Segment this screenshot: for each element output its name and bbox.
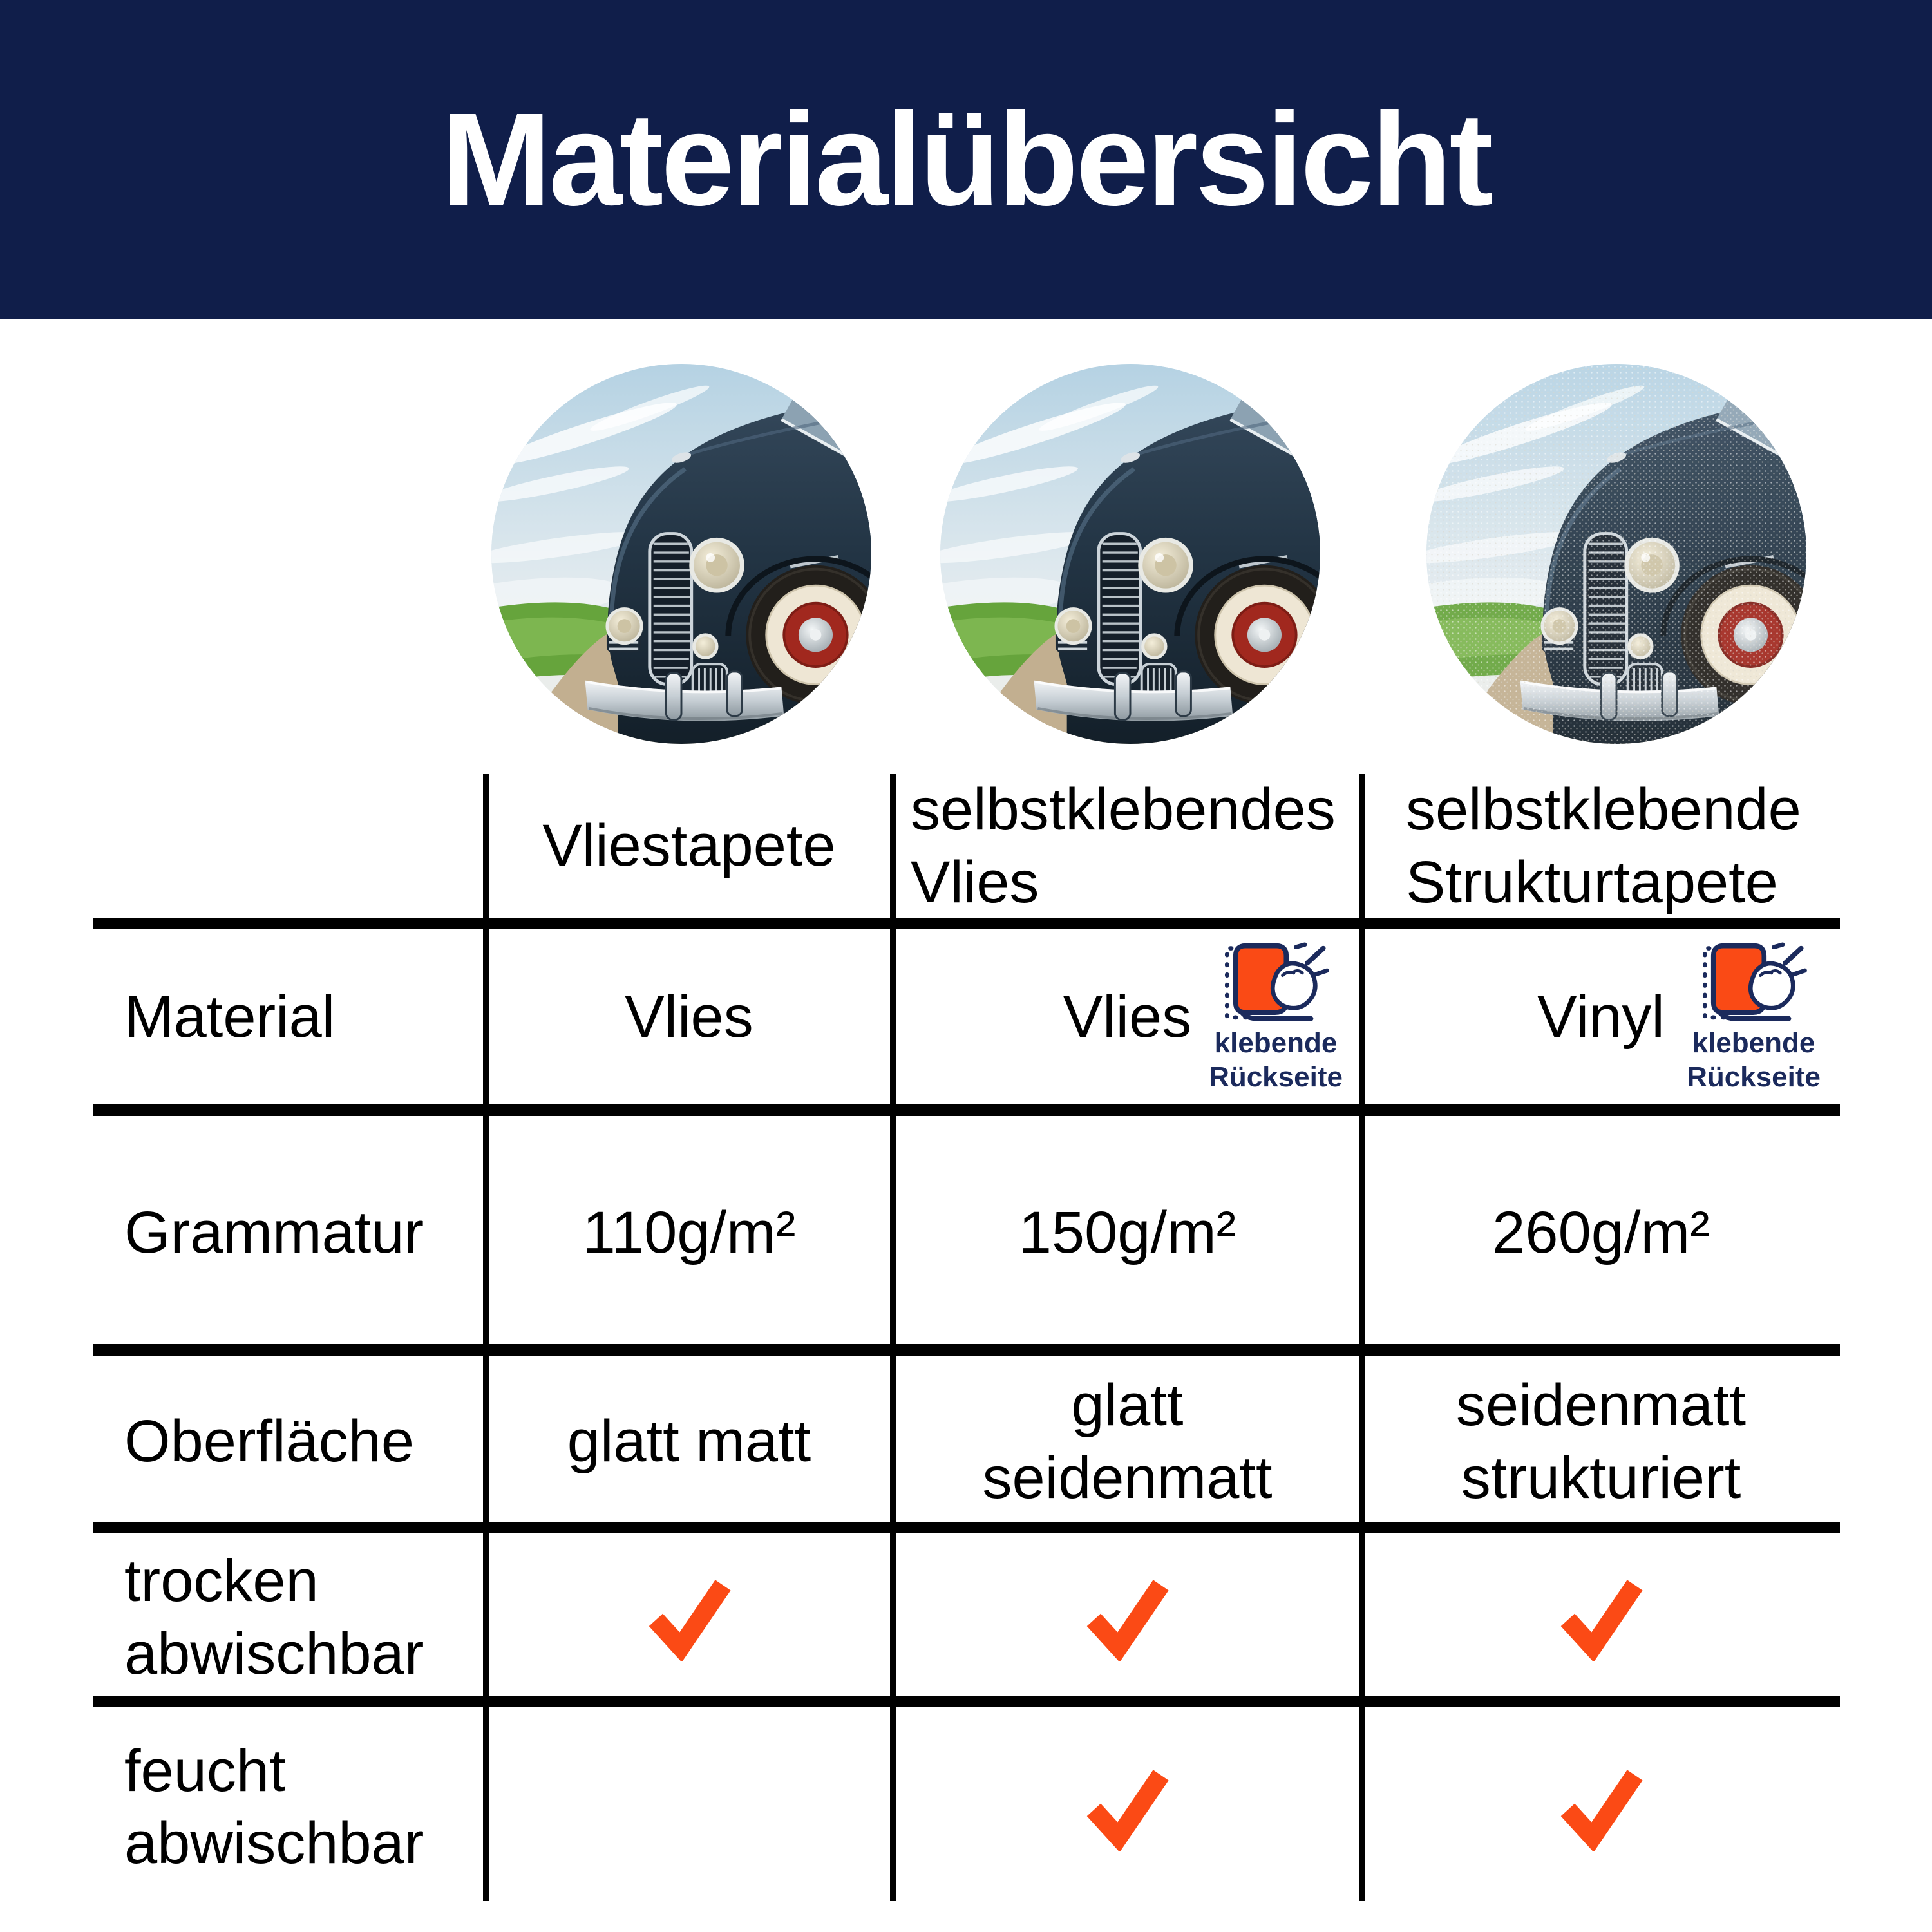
cell-grammatur-2: 150g/m²	[1018, 1200, 1236, 1266]
table-horizontal-line-2	[93, 1104, 1840, 1116]
check-icon	[1558, 1764, 1645, 1851]
column-header-vliestapete: Vliestapete	[542, 813, 836, 879]
cell-oberflaeche-3: seidenmatt strukturiert	[1455, 1372, 1747, 1511]
cell-material-3: Vinyl klebende Rückseite	[1362, 929, 1840, 1104]
cell-material-2: Vlies klebende Rückseite	[893, 929, 1362, 1104]
title-bar	[0, 0, 1932, 319]
page-title: Materialübersicht	[441, 85, 1491, 233]
cell-trocken-1	[486, 1539, 893, 1696]
check-icon	[1084, 1574, 1171, 1661]
product-photo-vliestapete	[491, 364, 871, 744]
check-icon	[646, 1574, 733, 1661]
adhesive-back-badge	[1687, 939, 1821, 1095]
check-icon	[1558, 1574, 1645, 1661]
product-photo-selbstklebendes-vlies	[940, 364, 1320, 744]
adhesive-back-badge	[1209, 939, 1343, 1095]
adhesive-back-label: klebende Rückseite	[1209, 1027, 1343, 1093]
adhesive-back-label: klebende Rückseite	[1687, 1027, 1821, 1093]
row-label-material: Material	[124, 983, 336, 1050]
product-photo-strukturtapete	[1426, 364, 1806, 744]
table-horizontal-line-5	[93, 1696, 1840, 1707]
cell-material-1: Vlies	[625, 983, 753, 1050]
table-horizontal-line-3	[93, 1344, 1840, 1356]
column-header-selbstklebendes-vlies: selbstklebendes Vlies	[911, 777, 1336, 915]
cell-trocken-3	[1362, 1539, 1840, 1696]
row-label-grammatur: Grammatur	[124, 1200, 424, 1266]
peel-hand-icon	[1695, 939, 1812, 1027]
row-label-trocken-abwischbar: trocken abwischbar	[124, 1548, 424, 1687]
column-header-strukturtapete: selbstklebende Strukturtapete	[1406, 777, 1801, 915]
cell-feucht-3	[1362, 1713, 1840, 1901]
check-icon	[1084, 1764, 1171, 1851]
cell-grammatur-1: 110g/m²	[582, 1200, 796, 1266]
vintage-car-image	[491, 364, 871, 744]
cell-grammatur-3: 260g/m²	[1492, 1200, 1710, 1266]
cell-feucht-2	[893, 1713, 1362, 1901]
table-horizontal-line-1	[93, 918, 1840, 929]
row-label-oberflaeche: Oberfläche	[124, 1408, 415, 1475]
peel-hand-icon	[1217, 939, 1334, 1027]
table-horizontal-line-4	[93, 1522, 1840, 1533]
cell-oberflaeche-2: glatt seidenmatt	[982, 1372, 1273, 1511]
cell-feucht-1	[486, 1713, 893, 1901]
vintage-car-image	[940, 364, 1320, 744]
cell-trocken-2	[893, 1539, 1362, 1696]
row-label-feucht-abwischbar: feucht abwischbar	[124, 1738, 424, 1876]
cell-oberflaeche-1: glatt matt	[567, 1408, 811, 1475]
